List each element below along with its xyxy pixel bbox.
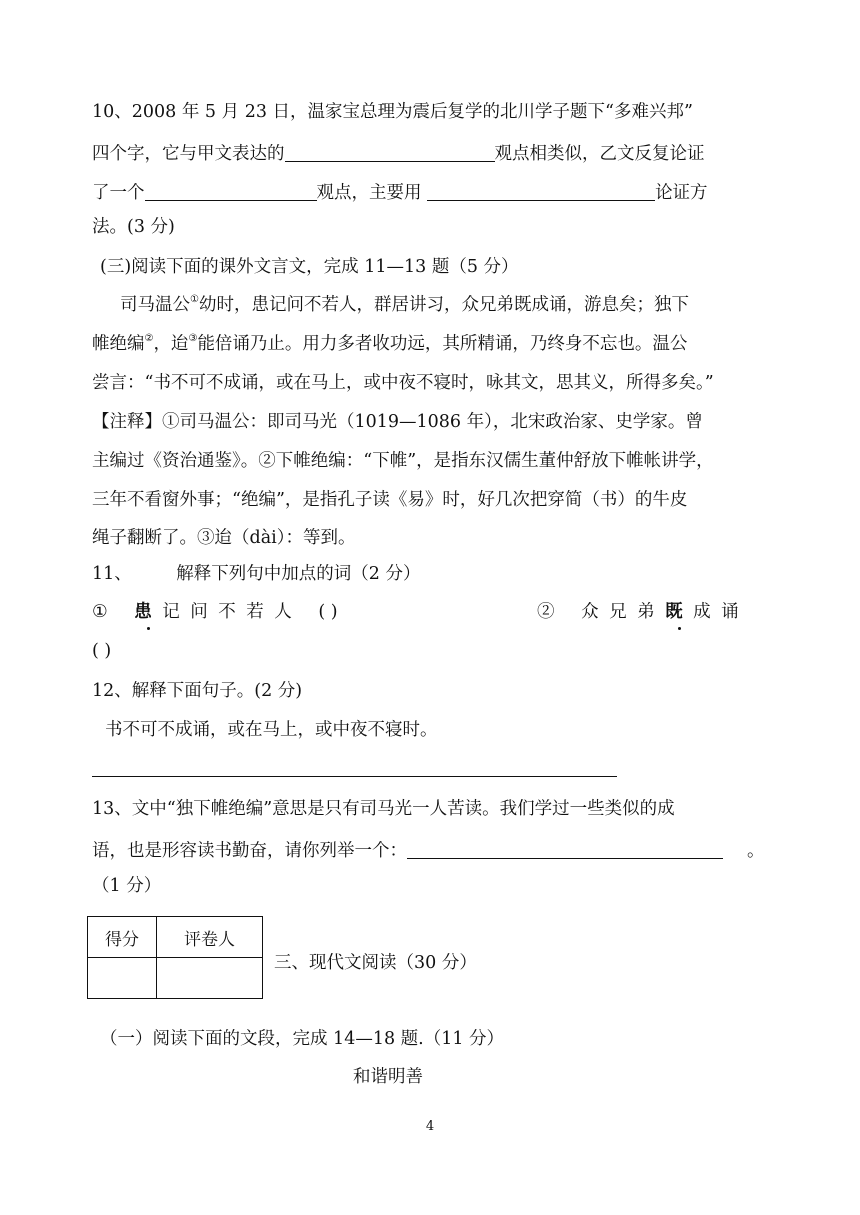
- score-cell[interactable]: [88, 958, 157, 999]
- article-title: 和谐明善: [353, 1067, 423, 1087]
- passage-text: 幼时，患记问不若人，群居讲习，众兄弟既成诵，游息矣；独下: [198, 295, 689, 315]
- q10-line3-text-c: 论证方: [655, 183, 708, 203]
- item-number: ②: [537, 602, 565, 622]
- q10-line1: 10、2008 年 5 月 23 日，温家宝总理为震后复学的北川学子题下“多难兴邦”: [92, 102, 693, 122]
- section3-heading: (三)阅读下面的课外文言文，完成 11—13 题（5 分）: [100, 257, 519, 277]
- q10-line2: [92, 143, 705, 164]
- grader-header: 评卷人: [157, 917, 263, 958]
- item-text: 成诵: [693, 602, 750, 622]
- passage-text: ，迨: [153, 334, 189, 354]
- item-text: 记问不若人: [162, 602, 303, 622]
- page-number: 4: [425, 1119, 435, 1134]
- q10-line2-text-b: 观点相类似，乙文反复论证: [494, 144, 705, 164]
- q12-title: 12、解释下面句子。(2 分): [92, 681, 303, 701]
- q12-sentence: 书不可不成诵，或在马上，或中夜不寝时。: [105, 720, 438, 740]
- passage-text: 帷绝编: [92, 334, 145, 354]
- item-text: 众兄弟: [581, 602, 666, 622]
- passage-text: 能倍诵乃止。用力多者收功远，其所精诵，乃终身不忘也。温公: [197, 334, 688, 354]
- score-header: 得分: [88, 917, 157, 958]
- q10-blank-3[interactable]: [427, 182, 655, 201]
- score-table: [87, 916, 263, 999]
- q11-item1: [92, 604, 338, 622]
- q10-line3-text-a: 了一个: [92, 183, 145, 203]
- q10-line3-text-b: 观点，主要用: [316, 183, 428, 203]
- q10-line4: 法。(3 分): [92, 217, 175, 237]
- q13-period: 。: [747, 841, 765, 861]
- q13-line2: [92, 840, 765, 861]
- footnote-mark-3: ③: [188, 333, 198, 344]
- notes-line1: 【注释】①司马温公：即司马光（1019—1086 年），北宋政治家、史学家。曾: [92, 412, 703, 432]
- passage-line2: [92, 333, 688, 354]
- q10-line3: [92, 182, 708, 203]
- footnote-mark-1: ①: [190, 294, 199, 305]
- q13-line1: 13、文中“独下帷绝编”意思是只有司马光一人苦读。我们学过一些类似的成: [92, 799, 675, 819]
- q13-text: 语，也是形容读书勤奋，请你列举一个：: [92, 841, 407, 861]
- passage-line3: 尝言：“书不可不成诵，或在马上，或中夜不寝时，咏其文，思其义，所得多矣。”: [92, 373, 714, 393]
- q10-line2-text-a: 四个字，它与甲文表达的: [92, 144, 285, 164]
- q13-line3: （1 分）: [92, 876, 162, 896]
- item-number: ①: [92, 602, 119, 622]
- q10-blank-1[interactable]: [285, 143, 495, 162]
- passage-text: 司马温公: [120, 295, 190, 315]
- q11-answer-blank-2[interactable]: ( ): [92, 641, 112, 661]
- q13-blank[interactable]: [407, 840, 723, 859]
- q11-title: 11、 解释下列句中加点的词（2 分）: [92, 564, 421, 584]
- footnote-mark-2: ②: [144, 333, 154, 344]
- passage-line1: [120, 294, 689, 315]
- q11-answer-blank-1[interactable]: ( ): [318, 602, 338, 622]
- q11-item2: [537, 604, 749, 622]
- sub1-heading: （一）阅读下面的文段，完成 14—18 题.（11 分）: [100, 1029, 505, 1049]
- q10-blank-2[interactable]: [145, 182, 317, 201]
- grader-cell[interactable]: [157, 958, 263, 999]
- dotted-char: 既: [665, 602, 694, 622]
- dotted-char: 患: [134, 602, 163, 622]
- part3-heading: 三、现代文阅读（30 分）: [274, 953, 477, 973]
- notes-line3: 三年不看窗外事；“绝编”，是指孔子读《易》时，好几次把穿简（书）的牛皮: [92, 490, 688, 510]
- q12-answer-line[interactable]: [92, 776, 617, 777]
- notes-line2: 主编过《资治通鉴》。②下帷绝编：“下帷”，是指东汉儒生董仲舒放下帷帐讲学，: [92, 451, 714, 471]
- notes-line4: 绳子翻断了。③迨（dài）：等到。: [92, 528, 356, 548]
